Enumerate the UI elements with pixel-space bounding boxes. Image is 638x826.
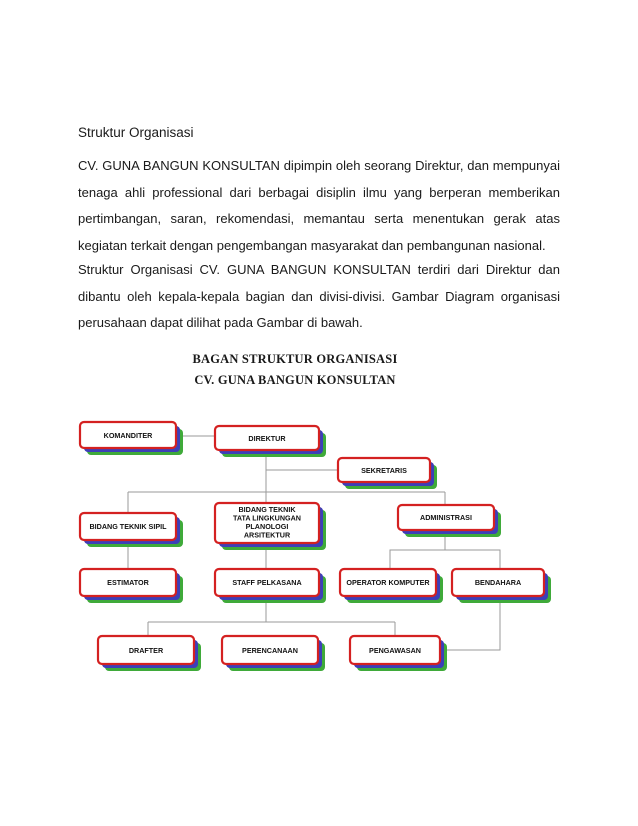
box-bidang-teknik-tata (215, 503, 326, 550)
connector-bendahara-pengawasan (440, 596, 500, 650)
box-bidang-teknik-sipil (80, 513, 183, 547)
label-direktur: DIREKTUR (248, 434, 286, 443)
label-estimator: ESTIMATOR (107, 578, 149, 587)
box-pengawasan (350, 636, 447, 671)
label-bidang-teknik-sipil: BIDANG TEKNIK SIPIL (89, 522, 167, 531)
box-direktur (215, 426, 326, 457)
box-perencanaan (222, 636, 325, 671)
box-administrasi (398, 505, 501, 537)
paragraph-structure: Struktur Organisasi CV. GUNA BANGUN KONSULTAN terdiri dari Direktur dan dibantu oleh kepala-kepala bagian dan divisi-divisi. Gambar Diagram organisasi perusahaan dapat dilihat pada Gambar di bawah. (78, 262, 560, 330)
paragraph-intro: CV. GUNA BANGUN KONSULTAN dipimpin oleh seorang Direktur, dan mempunyai tenaga ahli professional dari berbagai disiplin ilmu yang berperan memberikan pertimbangan, saran, rekomendasi, memantau serta menentukan gerak atas kegiatan terkait dengan pengembangan masyarakat dan pembangunan nasional. (78, 158, 560, 253)
label-tata-lingkungan: TATA LINGKUNGAN (232, 513, 302, 523)
section-heading: Struktur Organisasi (78, 125, 194, 140)
label-operator-komputer: OPERATOR KOMPUTER (346, 578, 430, 587)
label-perencanaan: PERENCANAAN (242, 646, 298, 655)
label-drafter: DRAFTER (128, 646, 164, 655)
box-estimator (80, 569, 183, 603)
label-staff-pelkasana: STAFF PELKASANA (232, 578, 302, 587)
label-arsitektur: ARSITEKTUR (243, 530, 291, 540)
label-sekretaris: SEKRETARIS (361, 466, 407, 475)
label-planologi: PLANOLOGI (245, 522, 289, 531)
box-komanditer (80, 422, 183, 455)
box-operator-komputer (340, 569, 443, 603)
box-staff-pelkasana (215, 569, 326, 603)
label-komanditer: KOMANDITER (103, 431, 153, 440)
box-sekretaris (338, 458, 437, 489)
label-administrasi: ADMINISTRASI (420, 513, 472, 522)
box-bendahara (452, 569, 551, 603)
label-pengawasan: PENGAWASAN (369, 646, 421, 655)
chart-title-line2: CV. GUNA BANGUN KONSULTAN (194, 373, 396, 387)
chart-title-line1: BAGAN STRUKTUR ORGANISASI (192, 352, 398, 366)
box-drafter (98, 636, 201, 671)
label-bendahara: BENDAHARA (474, 578, 522, 587)
connector-admin-bendahara (445, 550, 500, 569)
label-bidang-teknik: BIDANG TEKNIK (238, 505, 296, 514)
